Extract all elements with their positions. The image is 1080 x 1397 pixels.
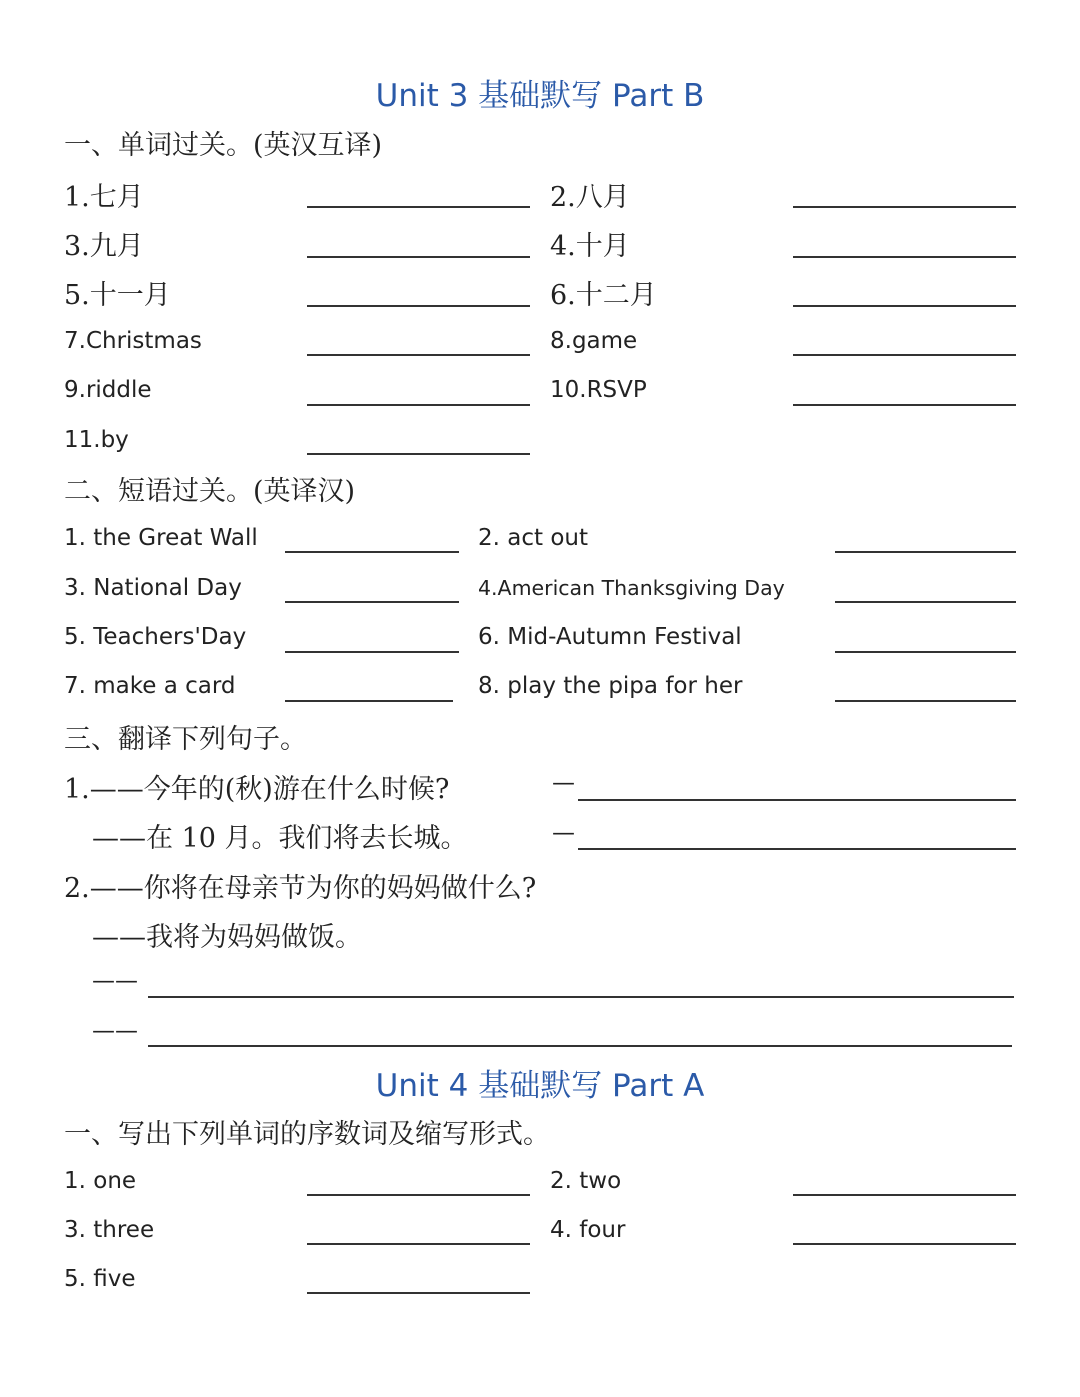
answer-blank[interactable] xyxy=(835,551,1016,553)
word-item-4: 4.十月 xyxy=(550,231,630,262)
phrase-item-3: 3. National Day xyxy=(64,575,242,601)
answer-blank[interactable] xyxy=(793,1194,1016,1196)
answer-blank[interactable] xyxy=(793,256,1016,258)
answer-blank[interactable] xyxy=(148,996,1014,998)
word-item-11: 11.by xyxy=(64,427,129,453)
answer-blank[interactable] xyxy=(835,601,1016,603)
answer-dash: —— xyxy=(92,1018,138,1044)
answer-blank[interactable] xyxy=(307,206,530,208)
unit3-section1-heading: 一、单词过关。(英汉互译) xyxy=(64,130,383,161)
word-item-8: 8.game xyxy=(550,328,638,354)
sentence-q2-answer: ——我将为妈妈做饭。 xyxy=(92,922,362,953)
answer-blank[interactable] xyxy=(285,700,453,702)
answer-blank[interactable] xyxy=(307,1243,530,1245)
number-item-3: 3. three xyxy=(64,1217,155,1243)
unit3-section3-heading: 三、翻译下列句子。 xyxy=(64,724,307,755)
word-item-10: 10.RSVP xyxy=(550,377,647,403)
answer-blank[interactable] xyxy=(307,1194,530,1196)
answer-blank[interactable] xyxy=(285,601,459,603)
answer-blank[interactable] xyxy=(285,551,459,553)
answer-blank[interactable] xyxy=(307,305,530,307)
answer-dash: — xyxy=(552,770,575,796)
answer-dash: — xyxy=(552,820,575,846)
number-item-1: 1. one xyxy=(64,1168,137,1194)
phrase-item-4: 4.American Thanksgiving Day xyxy=(478,576,785,600)
sentence-q1-answer: ——在 10 月。我们将去长城。 xyxy=(92,823,468,854)
phrase-item-1: 1. the Great Wall xyxy=(64,525,258,551)
phrase-item-8: 8. play the pipa for her xyxy=(478,673,743,699)
answer-dash: —— xyxy=(92,968,138,994)
answer-blank[interactable] xyxy=(835,651,1016,653)
word-item-7: 7.Christmas xyxy=(64,328,202,354)
number-item-2: 2. two xyxy=(550,1168,622,1194)
sentence-q2-question: 2.——你将在母亲节为你的妈妈做什么? xyxy=(64,873,537,904)
unit3-title: Unit 3 基础默写 Part B xyxy=(375,78,705,114)
answer-blank[interactable] xyxy=(793,206,1016,208)
unit3-section2-heading: 二、短语过关。(英译汉) xyxy=(64,476,356,507)
unit4-section1-heading: 一、写出下列单词的序数词及缩写形式。 xyxy=(64,1119,550,1150)
phrase-item-7: 7. make a card xyxy=(64,673,236,699)
answer-blank[interactable] xyxy=(285,651,459,653)
unit4-title: Unit 4 基础默写 Part A xyxy=(375,1068,705,1104)
sentence-q1-question: 1.——今年的(秋)游在什么时候? xyxy=(64,774,450,805)
answer-blank[interactable] xyxy=(307,1292,530,1294)
word-item-2: 2.八月 xyxy=(550,182,630,213)
answer-blank[interactable] xyxy=(307,256,530,258)
phrase-item-2: 2. act out xyxy=(478,525,588,551)
word-item-9: 9.riddle xyxy=(64,377,152,403)
word-item-1: 1.七月 xyxy=(64,182,144,213)
answer-blank[interactable] xyxy=(793,354,1016,356)
answer-blank[interactable] xyxy=(835,700,1016,702)
answer-blank[interactable] xyxy=(793,404,1016,406)
word-item-5: 5.十一月 xyxy=(64,280,171,311)
phrase-item-5: 5. Teachers'Day xyxy=(64,624,247,650)
word-item-3: 3.九月 xyxy=(64,231,144,262)
answer-blank[interactable] xyxy=(793,305,1016,307)
answer-blank[interactable] xyxy=(307,453,530,455)
answer-blank[interactable] xyxy=(578,848,1016,850)
number-item-5: 5. five xyxy=(64,1266,136,1292)
answer-blank[interactable] xyxy=(307,354,530,356)
word-item-6: 6.十二月 xyxy=(550,280,657,311)
answer-blank[interactable] xyxy=(307,404,530,406)
number-item-4: 4. four xyxy=(550,1217,626,1243)
answer-blank[interactable] xyxy=(578,799,1016,801)
phrase-item-6: 6. Mid-Autumn Festival xyxy=(478,624,742,650)
answer-blank[interactable] xyxy=(148,1045,1012,1047)
answer-blank[interactable] xyxy=(793,1243,1016,1245)
